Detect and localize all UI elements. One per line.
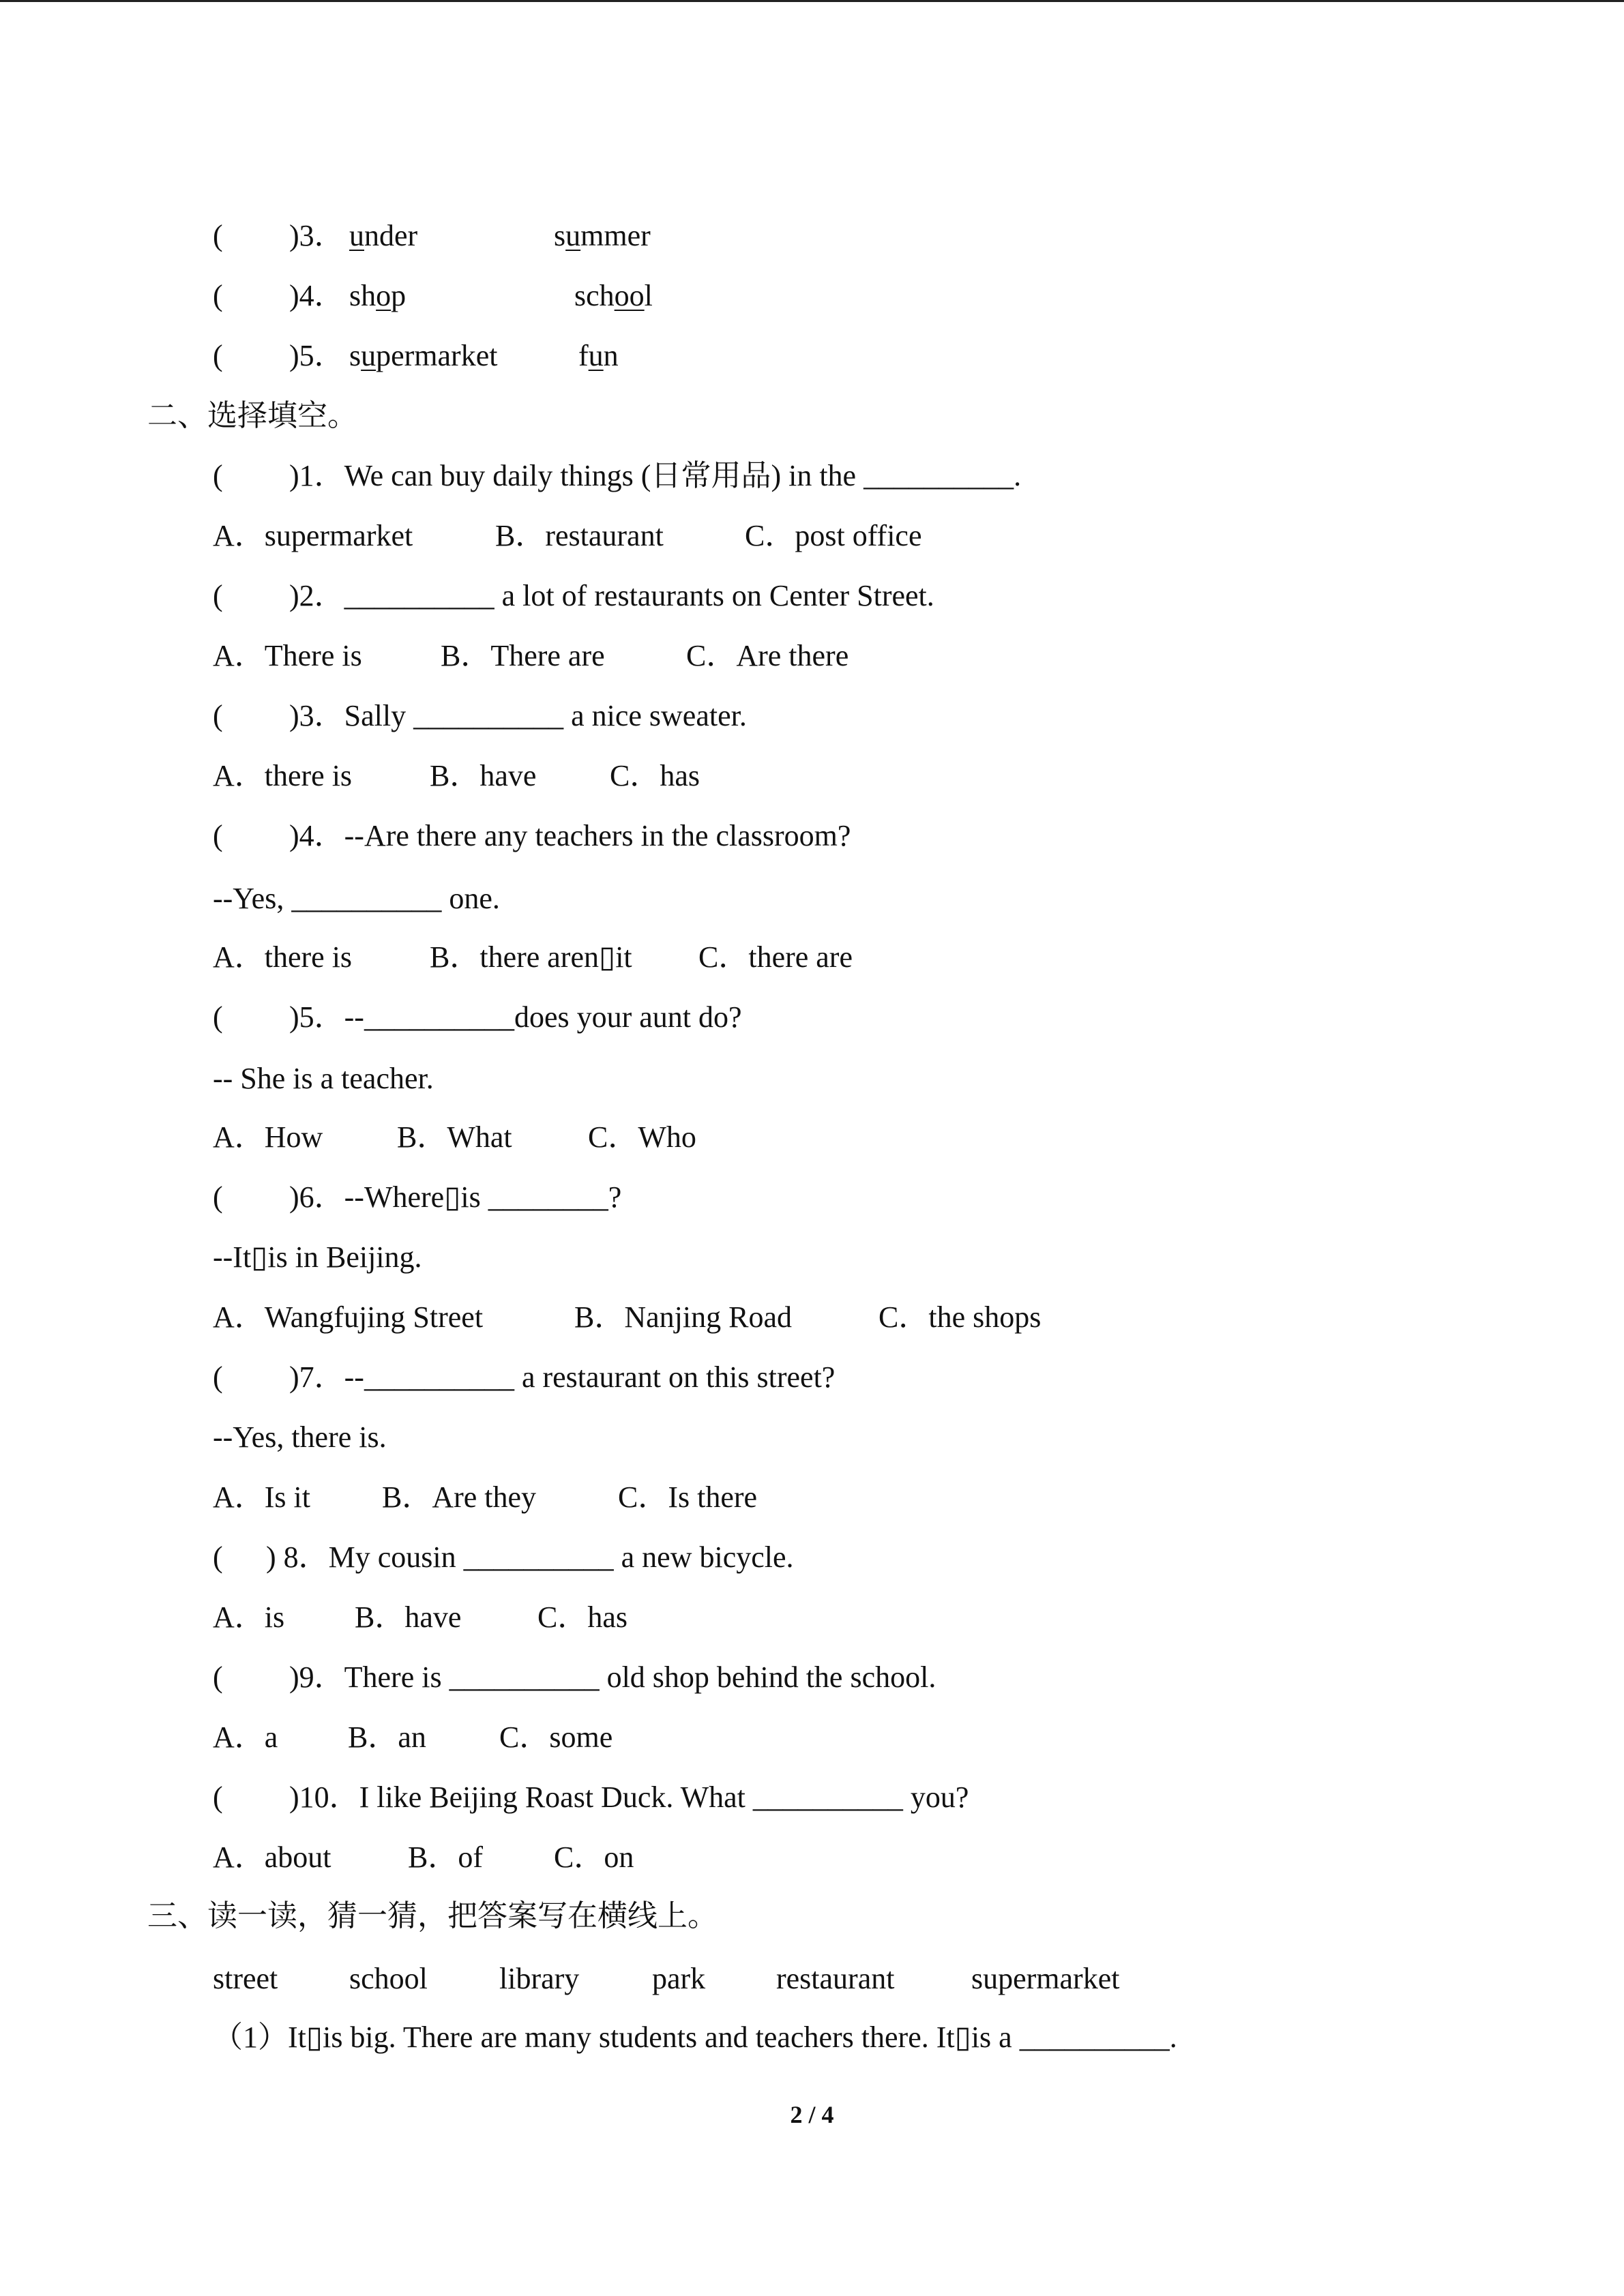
option-a: A．there is <box>213 759 353 792</box>
option-a: A．is <box>213 1600 285 1634</box>
word-bank-item: restaurant <box>776 1962 895 1995</box>
option-a: A．Wangfujing Street <box>213 1300 484 1334</box>
answer-paren[interactable]: ( <box>213 339 223 372</box>
option-a: A．there is <box>213 940 353 974</box>
word-2: fun <box>578 339 619 372</box>
answer-paren[interactable]: ( <box>213 579 223 612</box>
top-border <box>0 0 1624 2</box>
section-3-heading: 三、读一读，猜一猜，把答案写在横线上。 <box>147 1899 718 1933</box>
word-bank-item: supermarket <box>971 1962 1120 1995</box>
question-text: )4．--Are there any teachers in the classroom? <box>289 819 851 852</box>
option-a: A．How <box>213 1120 323 1154</box>
word-2: school <box>574 279 653 312</box>
option-a: A．There is <box>213 639 362 672</box>
question-text: )3．Sally __________ a nice sweater. <box>289 699 747 732</box>
answer-paren[interactable]: ( <box>213 219 223 252</box>
question-text: )1．We can buy daily things (日常用品) in the __________. <box>289 459 1022 492</box>
word-1: under <box>349 219 418 252</box>
question-text: )6．--Where▯is ________? <box>289 1180 622 1214</box>
question-text: （1）It▯is big. There are many students and teachers there. It▯is a __________. <box>213 2021 1177 2054</box>
option-a: A．about <box>213 1840 331 1874</box>
answer-paren[interactable]: ( <box>213 1780 223 1814</box>
question-text: )7．--__________ a restaurant on this street? <box>289 1360 836 1394</box>
option-b: B．have <box>355 1600 462 1634</box>
item-number: )4． <box>289 279 344 312</box>
reply-text: --Yes, __________ one. <box>213 882 500 915</box>
option-b: B．Are they <box>382 1480 537 1514</box>
item-number: )5． <box>289 339 344 372</box>
page-number: 2 / 4 <box>790 2101 834 2128</box>
option-c: C．Who <box>588 1120 696 1154</box>
answer-paren[interactable]: ( <box>213 699 223 732</box>
question-text: ) 8．My cousin __________ a new bicycle. <box>266 1540 794 1574</box>
option-b: B．of <box>408 1840 483 1874</box>
answer-paren[interactable]: ( <box>213 819 223 852</box>
question-text: )5．--__________does your aunt do? <box>289 1000 742 1034</box>
question-text: )10．I like Beijing Roast Duck. What __________ you? <box>289 1780 969 1814</box>
reply-text: -- She is a teacher. <box>213 1062 434 1095</box>
option-c: C．on <box>554 1840 634 1874</box>
word-bank-item: library <box>499 1962 580 1995</box>
option-c: C．has <box>610 759 700 792</box>
answer-paren[interactable]: ( <box>213 1360 223 1394</box>
option-a: A．Is it <box>213 1480 310 1514</box>
option-b: B．an <box>348 1720 426 1754</box>
answer-paren[interactable]: ( <box>213 1660 223 1694</box>
answer-paren[interactable]: ( <box>213 279 223 312</box>
option-b: B．There are <box>441 639 605 672</box>
answer-paren[interactable]: ( <box>213 1000 223 1034</box>
option-c: C．Is there <box>618 1480 758 1514</box>
option-c: C．there are <box>698 940 853 974</box>
reply-text: --It▯is in Beijing. <box>213 1240 422 1274</box>
answer-paren[interactable]: ( <box>213 459 223 492</box>
option-b: B．there aren▯it <box>430 940 632 974</box>
reply-text: --Yes, there is. <box>213 1420 387 1454</box>
answer-paren[interactable]: ( <box>213 1180 223 1214</box>
question-text: )2．__________ a lot of restaurants on Center Street. <box>289 579 934 612</box>
option-c: C．some <box>499 1720 613 1754</box>
option-b: B．restaurant <box>495 519 664 552</box>
option-c: C．the shops <box>879 1300 1042 1334</box>
word-bank-item: park <box>652 1962 706 1995</box>
option-b: B．Nanjing Road <box>574 1300 792 1334</box>
word-bank-item: school <box>349 1962 428 1995</box>
option-c: C．post office <box>745 519 922 552</box>
option-a: A．a <box>213 1720 278 1754</box>
word-1: shop <box>349 279 407 312</box>
answer-paren[interactable]: ( <box>213 1540 223 1574</box>
section-2-heading: 二、选择填空。 <box>147 399 357 432</box>
option-c: C．has <box>537 1600 628 1634</box>
option-c: C．Are there <box>686 639 849 672</box>
option-b: B．have <box>430 759 537 792</box>
word-2: summer <box>554 219 651 252</box>
item-number: )3． <box>289 219 344 252</box>
word-bank-item: street <box>213 1962 278 1995</box>
option-b: B．What <box>397 1120 512 1154</box>
question-text: )9．There is __________ old shop behind the school. <box>289 1660 936 1694</box>
word-1: supermarket <box>349 339 498 372</box>
option-a: A．supermarket <box>213 519 413 552</box>
